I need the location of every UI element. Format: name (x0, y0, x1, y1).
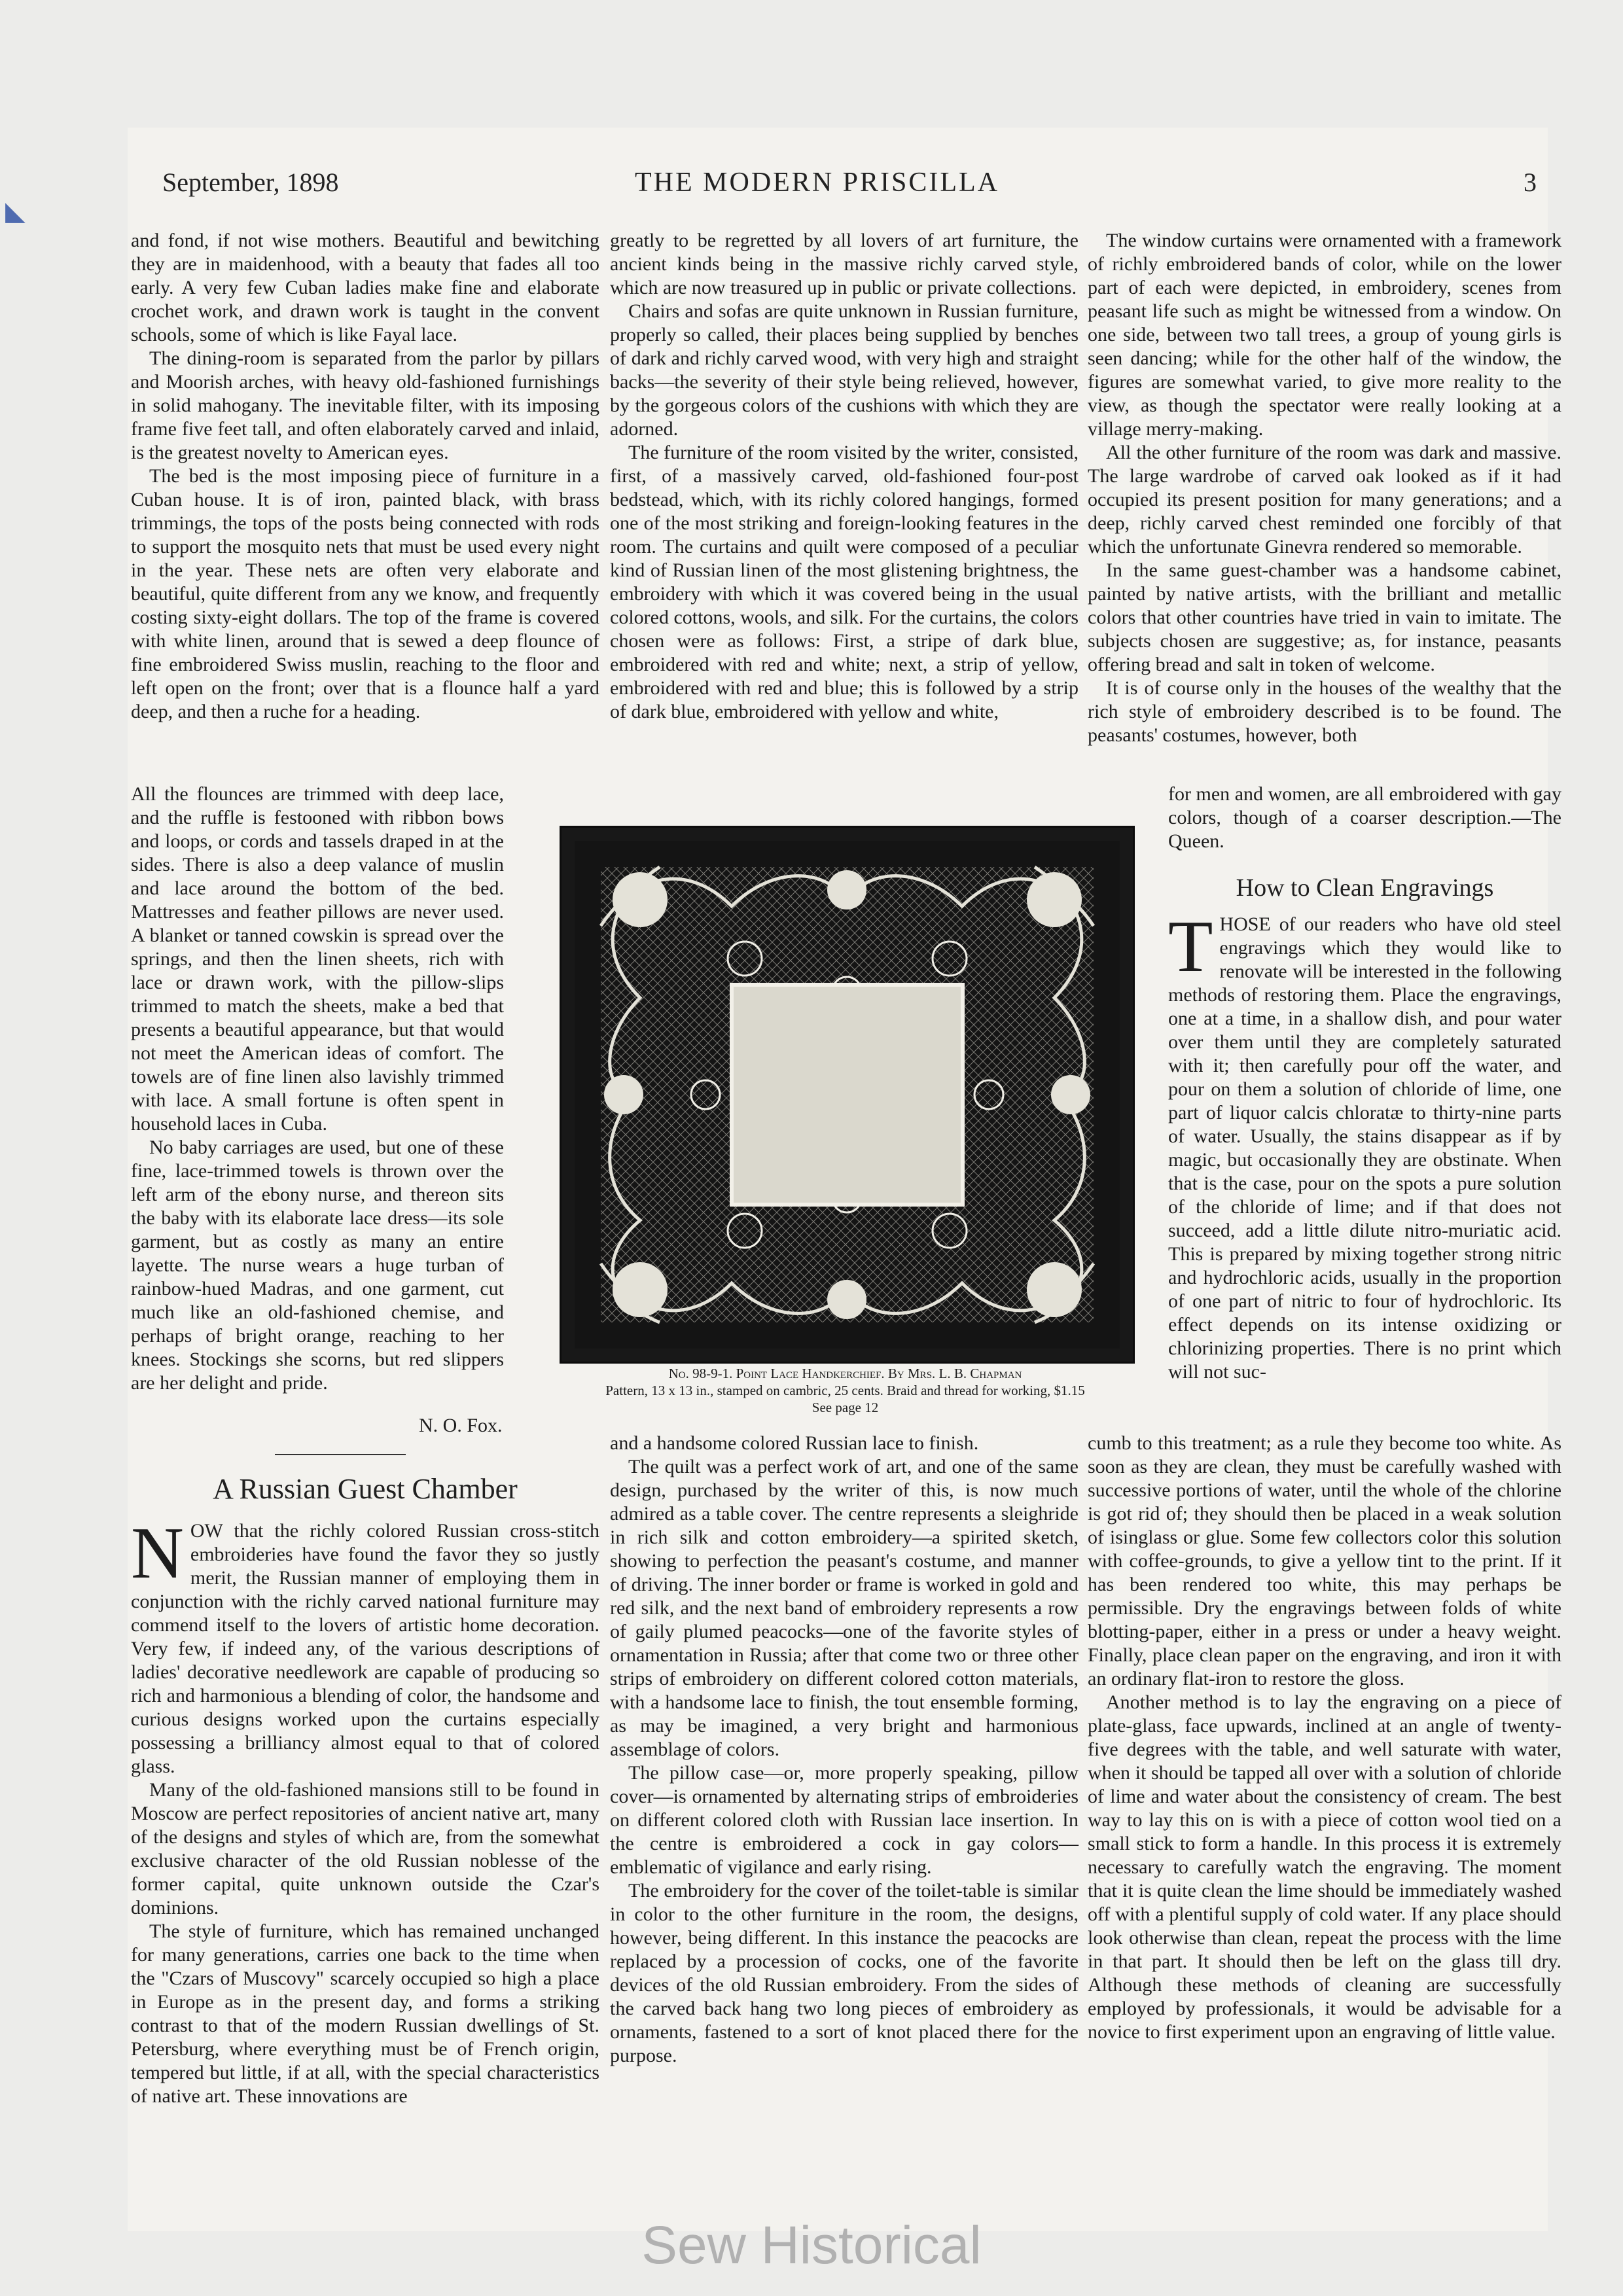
paragraph: The pillow case—or, more properly speaking, pillow cover—is ornamented by alternating strips of embroideries on different colored cloth with Russian lace insertion. In the centre is embroidered a cock in gay colors—emblematic of vigilance and early rising. (610, 1762, 1079, 1878)
paragraph: The window curtains were ornamented with a framework of richly embroidered bands of color, while on the lower part of each were depicted, in embroidery, scenes from peasant life such as might be witnessed from a window. On one side, between two tall trees, a group of young girls is seen dancing; while for the other half of the window, the figures are somewhat varied, to give more reality to the view, as though the spectator were really looking at a village merry-making. (1088, 230, 1561, 440)
paragraph: The dining-room is separated from the parlor by pillars and Moorish arches, with heavy old-fashioned furnishings in solid mahogany. The inevitable filter, with its imposing frame five feet tall, and often elaborately carved and inlaid, is the greatest novelty to American eyes. (131, 347, 599, 463)
paragraph: greatly to be regretted by all lovers of art furniture, the ancient kinds being in the massive richly carved style, which are now treasured up in public or private collections. (610, 230, 1079, 298)
column-1-narrow (131, 783, 504, 1395)
ink-blot-mark: ◣ (5, 196, 26, 226)
paragraph: and a handsome colored Russian lace to finish. (610, 1432, 979, 1454)
column-2-top (610, 229, 1079, 724)
column-1-top (131, 229, 599, 724)
paragraph: The bed is the most imposing piece of furniture in a Cuban house. It is of iron, painted black, with brass trimmings, the tops of the posts being connected with rods to support the mosquito nets that must be used every night in the year. These nets are often very elaborate and beautiful, quite different from any we know, and frequently costing sixty-eight dollars. The top of the frame is covered with white linen, around that is sewed a deep flounce of fine embroidered Swiss muslin, reaching to the floor and left open on the front; over that is a flounce half a yard deep, and then a ruche for a heading. (131, 465, 599, 722)
paragraph: All the flounces are trimmed with deep lace, and the ruffle is festooned with ribbon bows and loops, or cords and tassels draped in at the sides. There is also a deep valance of muslin and lace around the bottom of the bed. Mattresses and feather pillows are never used. A blanket or tanned cowskin is spread over the springs, and then the linen sheets, rich with lace or drawn work, with the pillow-slips trimmed to match the sheets, make a bed that presents a beautiful appearance, but that would not meet the American ideas of comfort. The towels are of fine linen also lavishly trimmed with lace. A small fortune is often spent in household laces in Cuba. (131, 783, 504, 1135)
magazine-title: THE MODERN PRISCILLA (635, 168, 1000, 198)
column-3-top (1088, 229, 1561, 747)
lace-handkerchief-illustration (560, 826, 1135, 1364)
section-divider (275, 1454, 406, 1455)
paragraph: Another method is to lay the engraving on a piece of plate-glass, face upwards, inclined at an angle of twenty-five degrees with the table, and well saturate with water, when it should be tapped all over with a solution of chloride of lime and water about the consistency of cream. The best way to lay this on is with a piece of cotton wool tied on a small stick to form a handle. In this process it is extremely necessary to carefully watch the engraving. The moment that it is quite clean the lime should be immediately washed off with a plentiful supply of cold water. If any place should look otherwise than clean, repeat the process with the lime in that part. It should then be left on the glass till dry. Although these methods of cleaning are successfully employed by professionals, it would be advisable for a novice to first experiment upon an engraving of little value. (1088, 1691, 1561, 2043)
paragraph: The style of furniture, which has remained unchanged for many generations, carries one back to the time when the "Czars of Muscovy" scarcely occupied so high a place in Europe as in the present day, and forms a striking contrast to that of the modern Russian dwellings of St. Petersburg, where everything must be of French origin, tempered but little, if at all, with the special characteristics of native art. These innovations are (131, 1920, 599, 2107)
column-2-bottom (610, 1432, 1079, 2068)
column-3-bottom (1088, 1432, 1561, 2044)
paragraph: OW that the richly colored Russian cross-stitch embroideries have found the favor they so justly merit, the Russian manner of employing them in conjunction with the richly carved national furniture may commend itself to the lovers of artistic home decoration. Very few, if indeed any, of the various descriptions of ladies' decorative needlework are capable of producing so rich and harmonious a blending of color, the handsome and curious designs worked upon the curtains especially possessing a brilliancy almost equal to that of colored glass. (131, 1520, 599, 1777)
paragraph: Many of the old-fashioned mansions still to be found in Moscow are perfect repositories of ancient native art, many of the designs and styles of which are, from the somewhat exclusive character of the old Russian noblesse of the former capital, quite unknown outside the Czar's dominions. (131, 1779, 599, 1918)
drop-cap: N (131, 1513, 184, 1594)
drop-cap: T (1168, 906, 1213, 987)
paragraph: In the same guest-chamber was a handsome cabinet, painted by native artists, with the brilliant and metallic colors that other countries have tried in vain to imitate. The subjects chosen are suggestive; as, for instance, peasants offering bread and salt in token of welcome. (1088, 559, 1561, 675)
paragraph: All the other furniture of the room was dark and massive. The large wardrobe of carved oak looked as if it had occupied its present position for many generations; and a deep, richly carved chest reminded one forcibly of that which the unfortunate Ginevra rendered so memorable. (1088, 442, 1561, 557)
issue-date: September, 1898 (162, 168, 339, 197)
paragraph: The furniture of the room visited by the writer, consisted, first, of a massively carved, old-fashioned four-post bedstead, which, with its richly colored hangings, formed one of the most striking and foreign-looking features in the room. The curtains and quilt were composed of a peculiar kind of Russian linen of the most glistening brightness, the embroidery with which it was covered being in the usual colored cottons, wools, and silk. For the curtains, the colors chosen were as follows: First, a stripe of dark blue, embroidered with red and white; next, a strip of yellow, embroidered with red and blue; this is followed by a strip of dark blue, embroidered with yellow and white, (610, 442, 1079, 722)
paragraph: No baby carriages are used, but one of these fine, lace-trimmed towels is thrown over the left arm of the ebony nurse, and thereon sits the baby with its elaborate lace dress—its sole garment, but as costly as many an entire layette. The nurse wears a huge turban of rainbow-hued Madras, and one garment, cut much like an old-fashioned chemise, and perhaps of bright orange, reaching to her knees. Stockings she scorns, but red slippers are her delight and pride. (131, 1137, 504, 1394)
author-signature: N. O. Fox. (419, 1415, 503, 1436)
paragraph: cumb to this treatment; as a rule they become too white. As soon as they are clean, they must be carefully washed with successive portions of water, until the whole of the chlorine is got rid of; they should then be placed in a weak solution of isinglass or glue. Some few collectors color this solution with coffee-grounds, to give a yellow tint to the print. If it has been rendered too white, this may perhaps be permissible. Dry the engravings between folds of white blotting-paper, either in a press or under a heavy weight. Finally, place clean paper on the engraving, and iron it with an ordinary flat-iron to restore the gloss. (1088, 1432, 1561, 1689)
column-3-narrow (1168, 783, 1561, 853)
article-title-russian: A Russian Guest Chamber (213, 1473, 518, 1505)
caption-title: No. 98-9-1. Point Lace Handkerchief. By Mrs. L. B. Chapman (668, 1366, 1022, 1381)
cambric-centre (732, 985, 963, 1205)
paragraph: The quilt was a perfect work of art, and one of the same design, purchased by the writer of this, is now much admired as a table cover. The centre represents a sleighride in rich silk and cotton embroidery—a spirited sketch, showing to perfection the peasant's costume, and manner of driving. The inner border or frame is worked in gold and red silk, and the next band of embroidery represents a row of gaily plumed peacocks—one of the favorite styles of ornamentation in Russia; after that come two or three other strips of embroidery on different colored cotton materials, with a handsome lace to finish, the tout ensemble forming, as may be imagined, a very bright and harmonious assemblage of colors. (610, 1456, 1079, 1760)
paragraph: for men and women, are all embroidered with gay colors, though of a coarser description.—The Queen. (1168, 783, 1561, 852)
column-1-bottom (131, 1513, 599, 2108)
caption-page-ref: See page 12 (812, 1400, 879, 1415)
paragraph: Chairs and sofas are quite unknown in Russian furniture, properly so called, their places being supplied by benches of dark and richly carved wood, with very high and straight backs—the severity of their style being relieved, however, by the gorgeous colors of the cushions with which they are adorned. (610, 300, 1079, 440)
article-title-engravings: How to Clean Engravings (1236, 874, 1494, 902)
paragraph: and fond, if not wise mothers. Beautiful and bewitching they are in maidenhood, with a beauty that fades all too early. A very few Cuban ladies make fine and elaborate crochet work, and drawn work is taught in the convent schools, some of which is like Fayal lace. (131, 230, 599, 345)
caption-pattern: Pattern, 13 x 13 in., stamped on cambric, 25 cents. Braid and thread for working, $1.15 (605, 1383, 1085, 1398)
paragraph: It is of course only in the houses of the wealthy that the rich style of embroidery described is to be found. The peasants' costumes, however, both (1088, 677, 1561, 746)
page-number: 3 (1524, 168, 1537, 197)
paragraph: The embroidery for the cover of the toilet-table is similar in color to the other furniture in the room, the designs, however, being different. In this instance the peacocks are replaced by a procession of cocks, one of the favorite devices of the old Russian embroidery. From the sides of the carved back hang two long pieces of embroidery as ornaments, fastened to a sort of knot placed there for the purpose. (610, 1880, 1079, 2066)
watermark: Sew Historical (641, 2216, 982, 2275)
column-3-engravings (1168, 906, 1561, 1384)
illustration-caption (560, 1365, 1131, 1416)
lace-pattern (562, 828, 1133, 1362)
paragraph: HOSE of our readers who have old steel engravings which they would like to renovate will be interested in the following methods of restoring them. Place the engravings, one at a time, in a shallow dish, and pour water over them until they are completely saturated with it; then carefully pour off the water, and pour on them a solution of chloride of lime, one part of liquor calcis chloratæ to thirty-nine parts of water. Usually, the stains disappear as if by magic, but occasionally they are obstinate. When that is the case, pour on the spots a pure solution of the chloride of lime; and if that does not succeed, add a little dilute nitro-muriatic acid. This is prepared by mixing together strong nitric and hydrochloric acids, usually in the proportion of one part of nitric to four of hydrochloric. Its effect depends on its intense oxidizing or chlorinizing properties. There is no print which will not suc- (1168, 913, 1561, 1383)
